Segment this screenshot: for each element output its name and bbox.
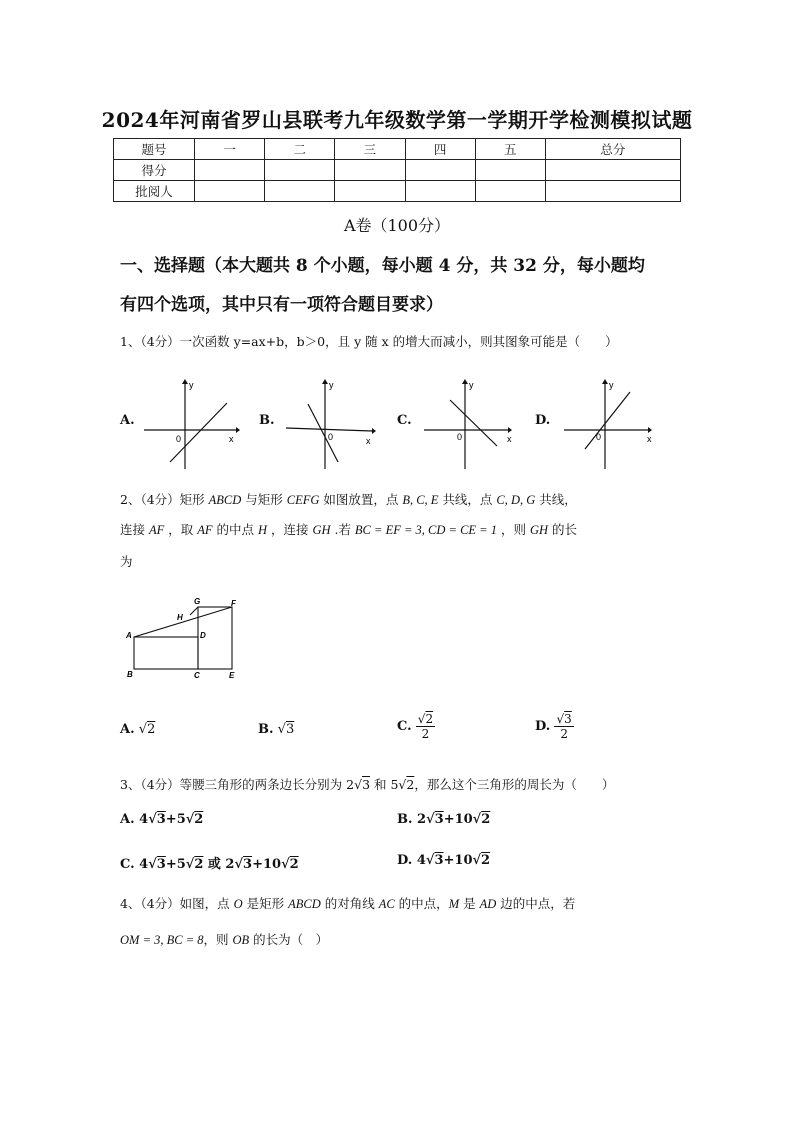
q3-option-c[interactable]: C. 4√3+5√2 或 2√3+10√2	[120, 857, 299, 872]
text: ，则	[497, 522, 530, 537]
table-cell[interactable]	[405, 160, 475, 181]
text: 如图放置，点	[319, 492, 403, 507]
radicand: 2	[194, 812, 204, 827]
radicand: 2	[194, 857, 204, 872]
q2-option-b[interactable]	[258, 722, 294, 737]
label-b: B	[127, 670, 133, 679]
text: 或 2	[203, 857, 235, 872]
option-label: C.	[120, 857, 135, 872]
math: B, C, E	[402, 493, 439, 507]
table-row	[114, 181, 681, 202]
q3-option-d[interactable]: D. 4√3+10√2	[397, 853, 491, 868]
option-label: A.	[120, 812, 135, 827]
text: +10	[252, 857, 282, 872]
radicand: 3	[156, 812, 166, 827]
text: 4	[134, 857, 149, 872]
text: +5	[165, 857, 186, 872]
question-4-line1	[120, 889, 685, 919]
question-3-text	[120, 770, 685, 800]
radicand: 2	[289, 857, 299, 872]
math: H	[257, 523, 267, 537]
table-row	[114, 139, 681, 160]
question-4-line2	[120, 925, 685, 955]
q1-option-a-label[interactable]: A.	[120, 413, 135, 428]
y-label: y	[329, 380, 334, 390]
q2-option-c[interactable]	[397, 712, 435, 741]
y-arrow-icon	[602, 379, 608, 384]
radicand: 3	[564, 712, 572, 726]
radicand: 2	[425, 712, 434, 726]
math: AC	[378, 897, 395, 911]
y-label: y	[469, 380, 474, 390]
label-h: H	[177, 613, 183, 622]
math: ABCD	[288, 897, 321, 911]
sqrt: √3	[354, 777, 371, 792]
q1-graph-d	[560, 376, 660, 471]
text: 连接	[120, 522, 149, 537]
text: 的中点，	[394, 896, 449, 911]
origin-label: 0	[457, 432, 463, 442]
denominator: 2	[560, 727, 568, 741]
q2-option-d[interactable]	[535, 712, 574, 741]
x-label: x	[366, 436, 371, 446]
table-cell[interactable]	[265, 181, 335, 202]
math: M	[448, 897, 460, 911]
text: 2	[412, 812, 427, 827]
table-cell: 得分	[114, 160, 195, 181]
math: ABCD	[208, 493, 242, 507]
math: C, D, G	[496, 493, 536, 507]
option-label: B.	[397, 812, 413, 827]
text: 4	[412, 853, 426, 868]
function-line	[585, 392, 630, 449]
label-d: D	[200, 631, 206, 640]
radicand: 3	[285, 722, 295, 737]
q3-option-a[interactable]: A. 4√3+5√2	[120, 812, 204, 827]
segment-gh	[190, 607, 198, 615]
table-cell[interactable]	[475, 160, 545, 181]
label-c: C	[194, 671, 200, 680]
text: +5	[165, 812, 186, 827]
math: OM = 3, BC = 8	[120, 933, 204, 947]
math: BC = EF = 3, CD = CE = 1	[354, 523, 497, 537]
fraction: $\frac{√3}{2}$	[556, 712, 572, 741]
text: 的中点	[212, 522, 258, 537]
option-label: D.	[535, 719, 551, 734]
sqrt: √2	[138, 722, 156, 737]
option-label: B.	[258, 722, 274, 737]
rect-abcd	[134, 637, 198, 669]
table-cell[interactable]	[545, 181, 680, 202]
table-cell[interactable]	[195, 160, 265, 181]
text: 边的中点，若	[496, 896, 576, 911]
function-line	[308, 404, 338, 462]
radicand: 3	[434, 853, 444, 868]
math: AF	[148, 523, 165, 537]
text: 共线，点	[438, 492, 497, 507]
table-header-cell: 五	[475, 139, 545, 160]
math: OB	[232, 933, 250, 947]
math: AF	[197, 523, 213, 537]
x-arrow-icon	[508, 427, 512, 433]
radicand: 3	[362, 777, 371, 792]
text: 的对角线	[320, 896, 379, 911]
table-cell[interactable]	[475, 181, 545, 202]
origin-label: 0	[328, 432, 334, 442]
radicand: 3	[434, 812, 444, 827]
x-label: x	[229, 434, 234, 444]
text: 4	[134, 812, 149, 827]
text: 4、（4分）如图，点	[120, 896, 234, 911]
question-2-line1	[120, 485, 685, 515]
denominator: 2	[421, 727, 430, 741]
section-heading-line2: 有四个选项，其中只有一项符合题目要求）	[120, 295, 443, 315]
text: ，连接	[266, 522, 313, 537]
table-header-cell: 题号	[114, 139, 195, 160]
label-g: G	[194, 597, 201, 606]
radicand: 3	[243, 857, 253, 872]
sqrt: √2	[398, 777, 415, 792]
x-label: x	[647, 434, 652, 444]
fraction: $\frac{√2}{2}$	[417, 712, 434, 741]
text: 共线，	[535, 492, 577, 507]
x-arrow-icon	[648, 427, 652, 433]
question-2-line2	[120, 515, 685, 545]
volume-heading: A卷（100分）	[343, 216, 451, 235]
x-arrow-icon	[236, 427, 240, 433]
radicand: 2	[481, 812, 491, 827]
question-2-line3: 为	[120, 554, 133, 569]
x-label: x	[507, 434, 512, 444]
text: 和 5	[370, 777, 399, 792]
table-header-cell: 三	[335, 139, 405, 160]
origin-label: 0	[176, 434, 182, 444]
q1-graph-a	[140, 376, 240, 471]
table-cell[interactable]	[265, 160, 335, 181]
text: 3、（4分）等腰三角形的两条边长分别为 2	[120, 777, 355, 792]
table-cell[interactable]	[335, 181, 405, 202]
option-label: A.	[120, 722, 135, 737]
q1-graph-c	[420, 376, 520, 471]
q1-option-d-label[interactable]: D.	[535, 413, 551, 428]
question-1-text: 1、（4分）一次函数 y=ax+b，b＞0，且 y 随 x 的增大而减小，则其图象可能是（ ）	[120, 334, 618, 349]
q1-option-c-label[interactable]: C.	[397, 413, 412, 428]
text: ，则	[203, 932, 233, 947]
y-arrow-icon	[322, 379, 328, 384]
math: GH	[529, 523, 549, 537]
label-e: E	[229, 671, 235, 680]
q3-option-b[interactable]: B. 2√3+10√2	[397, 812, 491, 827]
table-row	[114, 160, 681, 181]
radicand: 3	[156, 857, 166, 872]
text: ，那么这个三角形的周长为（ ）	[414, 777, 615, 792]
segment-af	[134, 607, 232, 637]
score-table	[113, 138, 681, 202]
table-header-cell: 一	[195, 139, 265, 160]
text: +10	[443, 812, 473, 827]
label-f: F	[231, 599, 236, 608]
q1-graph-b	[280, 376, 380, 471]
q1-option-b-label[interactable]: B.	[259, 413, 275, 428]
math: GH	[312, 523, 331, 537]
table-cell: 批阅人	[114, 181, 195, 202]
math: CEFG	[286, 493, 320, 507]
table-cell[interactable]	[545, 160, 680, 181]
y-arrow-icon	[182, 379, 188, 384]
label-a: A	[126, 631, 132, 640]
math: O	[233, 897, 243, 911]
y-label: y	[609, 380, 614, 390]
table-header-cell: 四	[405, 139, 475, 160]
radicand: 2	[481, 853, 491, 868]
sqrt: √3	[277, 722, 295, 737]
text: +10	[443, 853, 473, 868]
x-arrow-icon	[372, 428, 376, 434]
text: 与矩形	[241, 492, 287, 507]
text: .若	[330, 522, 355, 537]
radicand: 2	[147, 722, 156, 737]
q2-option-a[interactable]	[120, 722, 155, 737]
text: 是	[459, 896, 480, 911]
text: 是矩形	[242, 896, 289, 911]
math: AD	[479, 897, 497, 911]
text: 的长为（ ）	[249, 932, 329, 947]
section-heading-line1: 一、选择题（本大题共 8 个小题，每小题 4 分，共 32 分，每小题均	[120, 256, 645, 276]
table-cell[interactable]	[405, 181, 475, 202]
origin-label: 0	[596, 432, 602, 442]
y-label: y	[189, 380, 194, 390]
page-title: 2024年河南省罗山县联考九年级数学第一学期开学检测模拟试题	[101, 108, 693, 132]
text: 的长	[548, 522, 577, 537]
radicand: 2	[406, 777, 415, 792]
table-header-cell: 二	[265, 139, 335, 160]
text: ，取	[164, 522, 198, 537]
x-axis	[286, 428, 372, 431]
function-line	[170, 403, 227, 462]
option-label: D.	[397, 853, 413, 868]
table-cell[interactable]	[335, 160, 405, 181]
text: 2、（4分）矩形	[120, 492, 209, 507]
table-header-cell: 总分	[545, 139, 680, 160]
y-arrow-icon	[462, 379, 468, 384]
table-cell[interactable]	[195, 181, 265, 202]
option-label: C.	[397, 719, 412, 734]
q2-figure	[120, 593, 250, 685]
